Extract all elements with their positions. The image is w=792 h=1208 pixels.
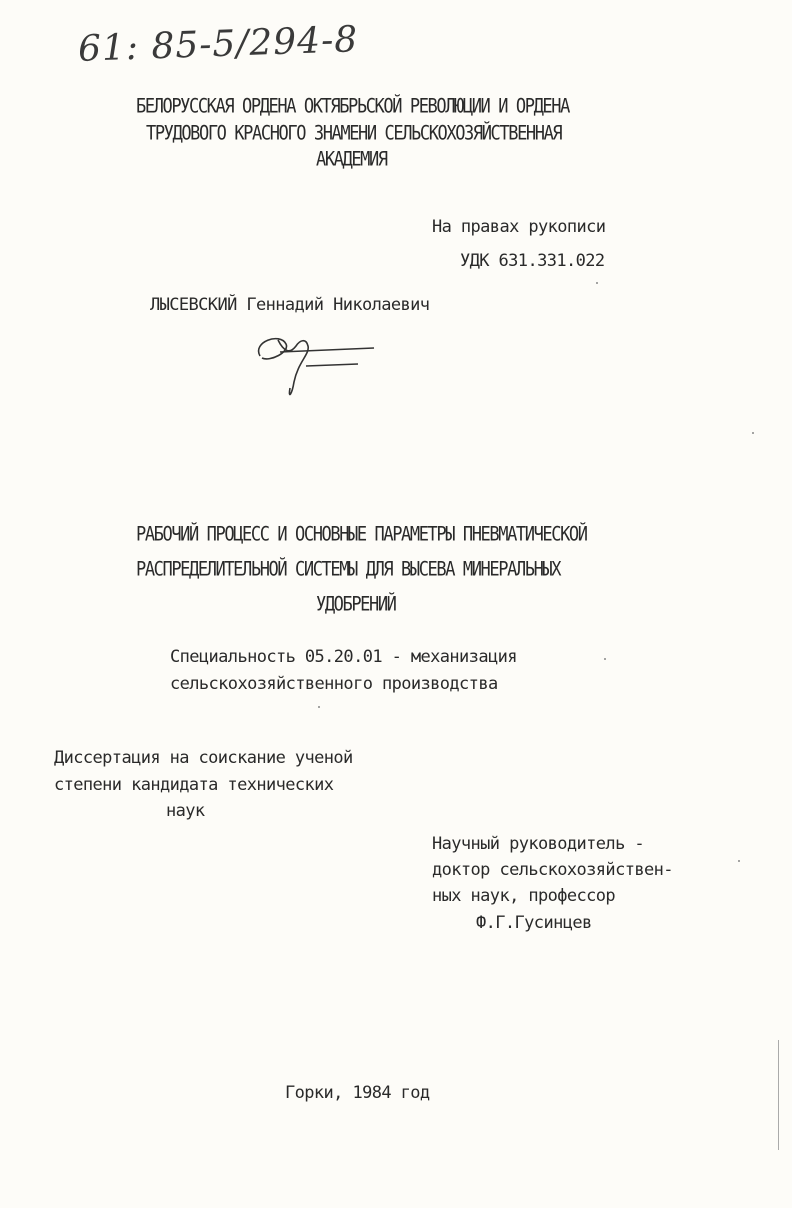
advisor-line-1: Научный руководитель -	[432, 834, 644, 854]
degree-line-3: наук	[166, 801, 205, 821]
institution-line-3: АКАДЕМИЯ	[316, 148, 387, 172]
scan-speck	[738, 860, 740, 862]
advisor-line-2: доктор сельскохозяйствен-	[432, 860, 673, 880]
institution-line-2: ТРУДОВОГО КРАСНОГО ЗНАМЕНИ СЕЛЬСКОХОЗЯЙСТВЕННАЯ	[146, 122, 562, 146]
title-line-3: УДОБРЕНИЙ	[316, 593, 396, 617]
specialty-line-1: Специальность 05.20.01 - механизация	[170, 647, 517, 667]
title-line-1: РАБОЧИЙ ПРОЦЕСС И ОСНОВНЫЕ ПАРАМЕТРЫ ПНЕВМАТИЧЕСКОЙ	[136, 523, 587, 547]
advisor-line-3: ных наук, профессор	[432, 886, 616, 906]
udc-code: УДК 631.331.022	[460, 251, 605, 271]
scan-speck	[318, 706, 320, 708]
degree-line-1: Диссертация на соискание ученой	[54, 748, 353, 768]
institution-line-1: БЕЛОРУССКАЯ ОРДЕНА ОКТЯБРЬСКОЙ РЕВОЛЮЦИИ И ОРДЕНА	[136, 95, 569, 119]
title-line-2: РАСПРЕДЕЛИТЕЛЬНОЙ СИСТЕМЫ ДЛЯ ВЫСЕВА МИНЕРАЛЬНЫХ	[136, 558, 561, 582]
scan-speck	[604, 658, 606, 660]
advisor-name: Ф.Г.Гусинцев	[476, 913, 592, 933]
archive-code-handwritten: 61: 85-5/294-8	[77, 19, 359, 70]
specialty-line-2: сельскохозяйственного производства	[170, 674, 498, 694]
scan-speck	[752, 432, 754, 434]
scan-edge-line	[778, 1040, 779, 1150]
manuscript-rights: На правах рукописи	[432, 217, 606, 237]
place-and-year: Горки, 1984 год	[285, 1083, 430, 1103]
author-signature	[250, 322, 380, 402]
scan-speck	[596, 282, 598, 284]
author-name: ЛЫСЕВСКИЙ Геннадий Николаевич	[150, 295, 430, 315]
degree-line-2: степени кандидата технических	[54, 775, 334, 795]
